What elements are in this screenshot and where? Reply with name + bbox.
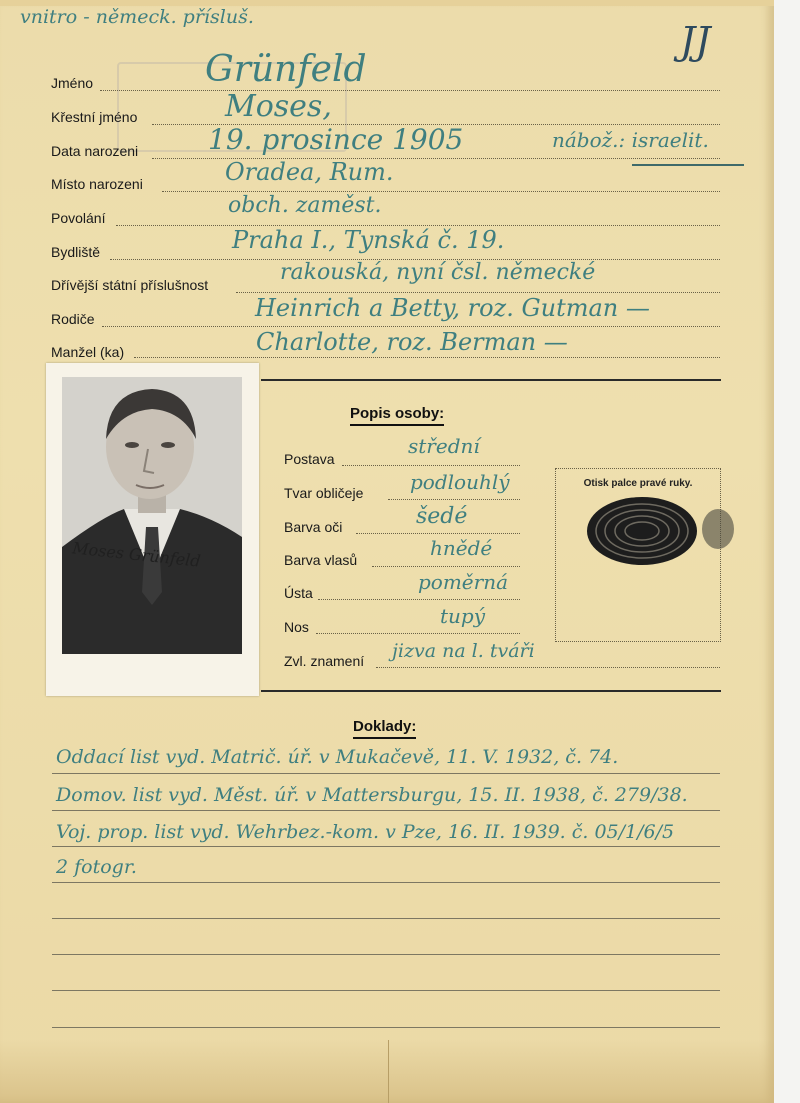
- ruled-line: [52, 810, 720, 811]
- field-label-jmeno: Jméno: [51, 75, 94, 91]
- portrait-photo: [62, 377, 242, 654]
- field-line: [356, 533, 520, 534]
- field-label-rodice: Rodiče: [51, 311, 95, 327]
- doklad-line-2: Domov. list vyd. Měst. úř. v Mattersburgu, 15. II. 1938, č. 279/38.: [56, 784, 688, 806]
- ruled-line: [52, 918, 720, 919]
- paper-fold: [0, 1040, 774, 1103]
- field-value-manzel: Charlotte, roz. Berman —: [256, 328, 568, 356]
- popis-label-znameni: Zvl. znamení: [284, 653, 365, 669]
- ruled-line: [52, 990, 720, 991]
- field-label-bydliste: Bydliště: [51, 244, 101, 260]
- popis-value-postava: střední: [408, 434, 480, 458]
- field-line: [134, 357, 720, 358]
- field-line: [388, 499, 520, 500]
- initials-mark: JJ: [680, 19, 711, 63]
- field-label-misto: Místo narozeni: [51, 176, 143, 192]
- field-value-krestni: Moses,: [225, 89, 332, 124]
- field-line: [372, 566, 520, 567]
- popis-label-vlasy: Barva vlasů: [284, 552, 358, 568]
- fingerprint-icon: [586, 493, 736, 573]
- ruled-line: [52, 773, 720, 774]
- field-line: [162, 191, 720, 192]
- popis-value-oci: šedé: [416, 504, 468, 529]
- section-divider: [261, 690, 721, 692]
- popis-value-tvar: podlouhlý: [410, 470, 510, 494]
- field-line: [236, 292, 720, 293]
- doklad-line-3: Voj. prop. list vyd. Wehrbez.-kom. v Pze, 16. II. 1939. č. 05/1/6/5: [56, 821, 675, 843]
- popis-label-tvar: Tvar obličeje: [284, 485, 364, 501]
- field-line: [376, 667, 720, 668]
- doklady-heading: Doklady:: [353, 718, 416, 735]
- doklad-line-4: 2 fotogr.: [56, 856, 137, 878]
- field-value-povolani: obch. zaměst.: [228, 193, 382, 218]
- popis-heading: Popis osoby:: [350, 405, 444, 422]
- field-line: [318, 599, 520, 600]
- field-label-krestni: Křestní jméno: [51, 109, 138, 125]
- field-line: [100, 90, 720, 91]
- ruled-line: [52, 1027, 720, 1028]
- field-label-data: Data narozeni: [51, 143, 139, 159]
- field-value-data: 19. prosince 1905: [208, 123, 464, 156]
- field-label-povolani: Povolání: [51, 210, 106, 226]
- doklad-line-1: Oddací list vyd. Matrič. úř. v Mukačevě, 11. V. 1932, č. 74.: [56, 746, 619, 768]
- popis-value-usta: poměrná: [418, 570, 509, 594]
- field-value-jmeno: Grünfeld: [205, 49, 367, 90]
- field-label-statni-prislusnost: Dřívější státní příslušnost: [51, 277, 209, 293]
- field-label-manzel: Manžel (ka): [51, 344, 125, 360]
- field-line: [342, 465, 520, 466]
- field-line: [102, 326, 720, 327]
- photo-signature: Moses Grünfeld: [71, 538, 202, 571]
- popis-value-nos: tupý: [440, 604, 486, 628]
- popis-value-vlasy: hnědé: [430, 536, 493, 560]
- ruled-line: [52, 882, 720, 883]
- ruled-line: [52, 846, 720, 847]
- field-line: [316, 633, 520, 634]
- field-value-misto: Oradea, Rum.: [225, 158, 394, 186]
- fingerprint-title: Otisk palce pravé ruky.: [583, 478, 693, 489]
- fingerprint-box: [555, 468, 721, 642]
- portrait-image: [62, 377, 242, 654]
- field-value-bydliste: Praha I., Tynská č. 19.: [232, 226, 505, 254]
- popis-label-nos: Nos: [284, 619, 309, 635]
- popis-label-postava: Postava: [284, 451, 335, 467]
- paper-crease: [388, 1040, 389, 1103]
- header-note: vnitro - německ. přísluš.: [20, 6, 254, 28]
- field-value-statni-prislusnost: rakouská, nyní čsl. německé: [280, 260, 596, 285]
- underline: [632, 164, 744, 166]
- popis-label-oci: Barva oči: [284, 519, 343, 535]
- section-divider: [261, 379, 721, 381]
- field-value-nabozenstvi: nábož.: israelit.: [552, 128, 709, 152]
- field-value-rodice: Heinrich a Betty, roz. Gutman —: [255, 294, 650, 322]
- ruled-line: [52, 954, 720, 955]
- popis-label-usta: Ústa: [284, 585, 313, 601]
- popis-value-znameni: jizva na l. tváři: [392, 640, 535, 662]
